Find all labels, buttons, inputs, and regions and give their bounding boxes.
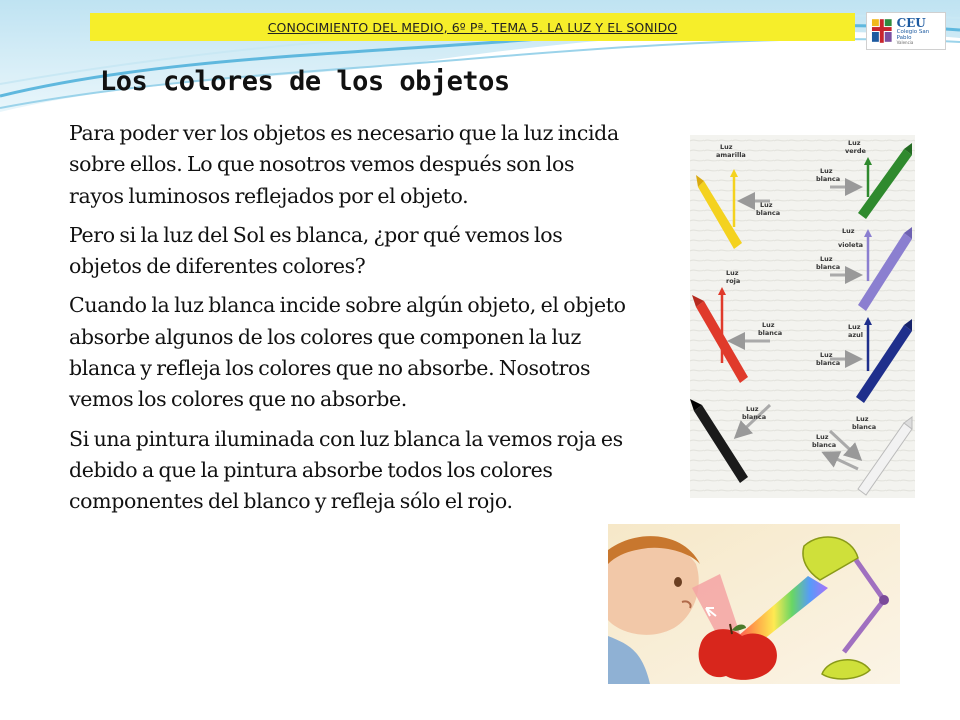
- logo-subtitle: Colegio San Pablo: [896, 29, 930, 41]
- slide-title: Los colores de los objetos: [100, 66, 510, 97]
- label-luz-blanca: Luz: [762, 321, 775, 329]
- label-luz-blanca: Luz: [856, 415, 869, 423]
- header-banner: [90, 13, 855, 41]
- logo-subtitle-2: Valencia: [896, 40, 914, 45]
- label-luz-amarilla-1: Luz: [720, 143, 733, 151]
- label-luz-violeta-2: violeta: [838, 241, 864, 249]
- label-luz-verde-2: verde: [845, 147, 866, 155]
- label-luz-azul-2: azul: [848, 331, 864, 339]
- paragraph: Pero si la luz del Sol es blanca, ¿por qué vemos los objetos de diferentes colores?: [69, 222, 563, 279]
- label-luz-blanca: blanca: [812, 441, 837, 449]
- label-luz-blanca: Luz: [746, 405, 759, 413]
- crayon-reflection-illustration: [690, 135, 915, 498]
- school-logo: [866, 12, 946, 50]
- label-luz-violeta-1: Luz: [842, 227, 855, 235]
- header-banner-text: CONOCIMIENTO DEL MEDIO, 6º Pª. TEMA 5. LA LUZ Y EL SONIDO: [267, 19, 678, 35]
- paragraph: Cuando la luz blanca incide sobre algún objeto, el objeto absorbe algunos de los colores que componen la luz blanca y refleja los colores que no absorbe. Nosotros vemos los colores que no absorbe.: [69, 293, 626, 412]
- label-luz-blanca: Luz: [820, 351, 833, 359]
- label-luz-blanca: Luz: [820, 255, 833, 263]
- label-luz-blanca: blanca: [852, 423, 877, 431]
- lamp-light-illustration: [608, 524, 900, 684]
- label-luz-verde-1: Luz: [848, 139, 861, 147]
- label-luz-blanca: blanca: [756, 209, 781, 217]
- label-luz-blanca: blanca: [816, 263, 841, 271]
- label-luz-azul-1: Luz: [848, 323, 861, 331]
- label-luz-blanca: Luz: [760, 201, 773, 209]
- label-luz-amarilla-2: amarilla: [716, 151, 746, 159]
- cross-icon: [870, 17, 894, 45]
- label-luz-roja-1: Luz: [726, 269, 739, 277]
- logo-name: CEU: [896, 16, 926, 30]
- label-luz-blanca: Luz: [820, 167, 833, 175]
- label-luz-blanca: blanca: [816, 175, 841, 183]
- paragraph: Para poder ver los objetos es necesario que la luz incida sobre ellos. Lo que nosotros vemos después son los rayos luminosos reflejados por el objeto.: [69, 121, 619, 208]
- paragraph: Si una pintura iluminada con luz blanca la vemos roja es debido a que la pintura absorbe todos los colores componentes del blanco y refleja sólo el rojo.: [69, 426, 623, 514]
- label-luz-blanca: blanca: [758, 329, 783, 337]
- label-luz-blanca: blanca: [742, 413, 767, 421]
- slide-body: [69, 118, 629, 526]
- label-luz-blanca: Luz: [816, 433, 829, 441]
- label-luz-roja-2: roja: [726, 277, 741, 285]
- label-luz-blanca: blanca: [816, 359, 841, 367]
